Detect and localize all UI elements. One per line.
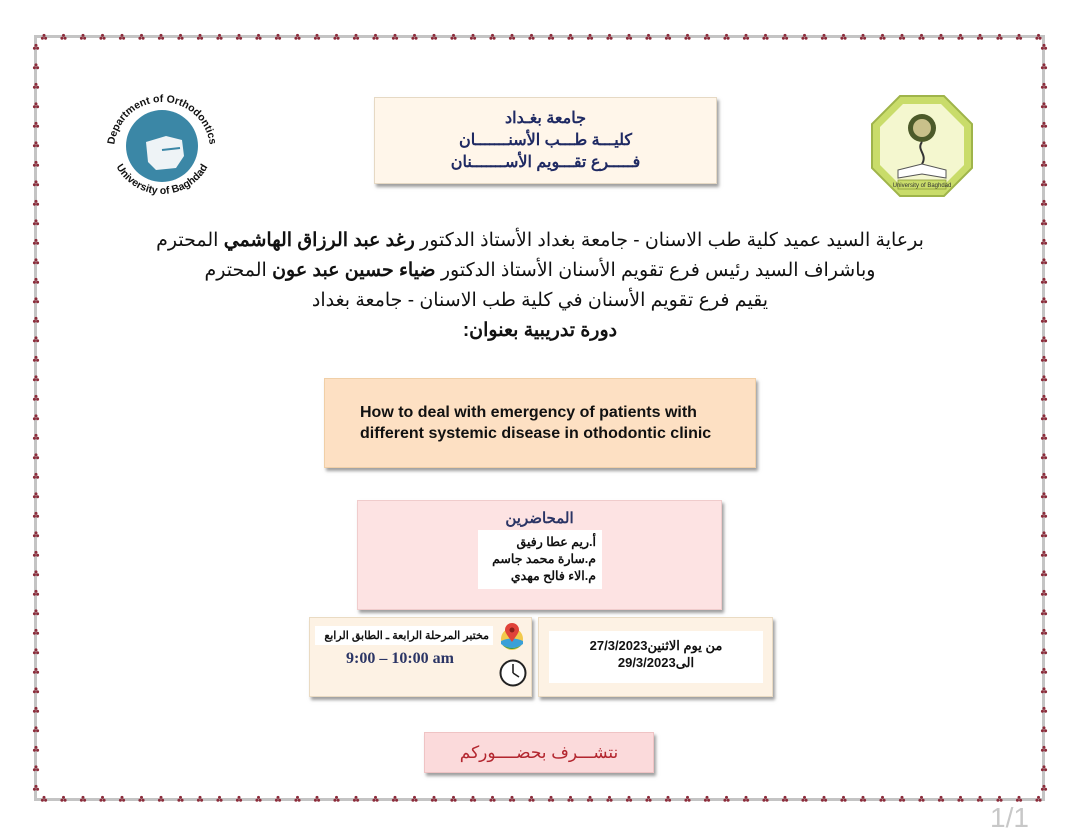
svg-text:University of Baghdad: University of Baghdad: [113, 161, 211, 198]
lecturer-name: أ.ريم عطا رفيق: [516, 535, 596, 549]
course-label: دورة تدريبية بعنوان:: [462, 320, 618, 341]
closing-box: [424, 732, 654, 773]
lecturer-name: م.سارة محمد جاسم: [492, 552, 596, 566]
venue-box: [309, 617, 532, 697]
lecturers-list: [478, 530, 602, 589]
organizer-line: يقيم فرع تقويم الأسنان في كلية طب الاسنان - جامعة بغداد: [311, 290, 769, 311]
lecturers-heading: المحاضرين: [505, 510, 574, 527]
lecturers-box: [357, 500, 722, 610]
college-name: كليـــة طـــب الأسنـــــــان: [458, 131, 633, 149]
location-text: مختبر المرحلة الرابعة ـ الطابق الرابع: [315, 626, 493, 645]
end-date: الى29/3/2023: [617, 655, 695, 670]
patronage-line: برعاية السيد عميد كلية طب الاسنان - جامعة بغداد الأستاذ الدكتور رغد عبد الرزاق الهاشمي المحترم: [156, 230, 924, 251]
lecturer-name: م.الاء فالح مهدي: [510, 569, 596, 583]
location-pin-icon: [499, 622, 525, 650]
clock-icon: [499, 658, 527, 688]
intro-text: [100, 226, 980, 346]
svg-text:University of Baghdad: University of Baghdad: [892, 183, 952, 189]
department-name: فـــــرع تقـــويم الأســـــــنان: [450, 153, 641, 171]
closing-text: نتشـــرف بحضــــوركم: [459, 742, 619, 762]
course-title-box: [324, 378, 756, 468]
start-date: من يوم الاثنين27/3/2023: [589, 638, 723, 653]
course-title: How to deal with emergency of patients with different systemic disease in othodontic clinic: [360, 404, 712, 442]
college-of-dentistry-logo: [868, 92, 976, 200]
page-indicator: 1/1: [990, 802, 1029, 833]
supervision-line: وباشراف السيد رئيس فرع تقويم الأسنان الأستاذ الدكتور ضياء حسين عبد عون المحترم: [204, 260, 876, 281]
svg-text:Department of Orthodontics: Department of Orthodontics: [105, 92, 219, 146]
dates-text: [549, 631, 763, 683]
university-name: جامعة بغـداد: [505, 109, 586, 127]
dates-box: [538, 617, 773, 697]
dean-name: رغد عبد الرزاق الهاشمي: [223, 230, 415, 251]
institution-header: [374, 97, 717, 184]
time-text: 9:00 – 10:00 am: [346, 650, 454, 667]
head-name: ضياء حسين عبد عون: [272, 260, 436, 281]
orthodontics-department-logo: [96, 84, 228, 208]
